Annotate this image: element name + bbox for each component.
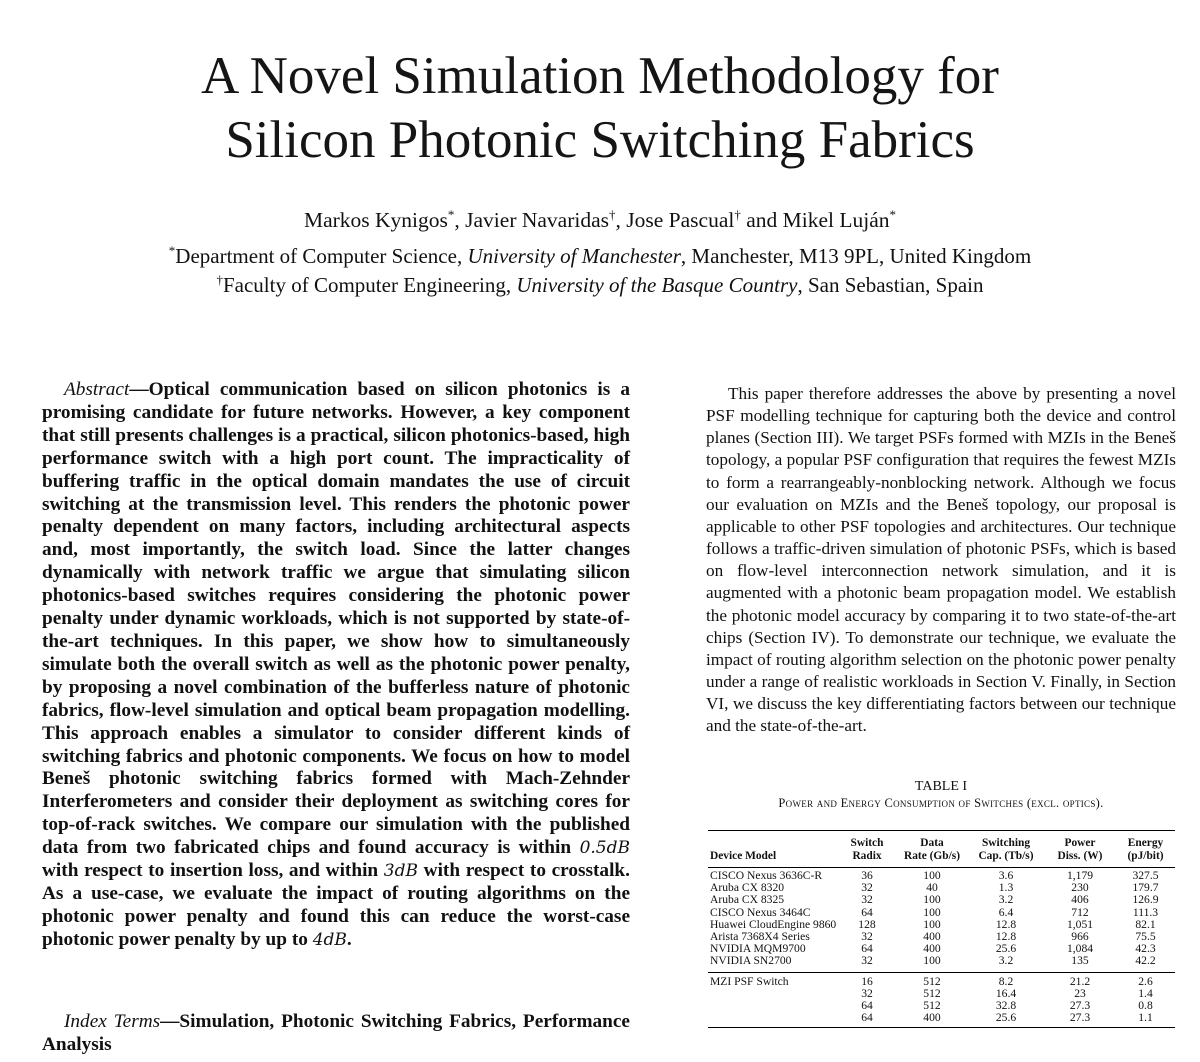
cell-radix: 16 <box>861 974 873 988</box>
table-caption: Power and Energy Consumption of Switches (excl. optics). <box>778 796 1104 810</box>
paper-title <box>0 44 1200 172</box>
cell-radix: 32 <box>861 930 873 944</box>
abstract-text: with respect to insertion loss, and within <box>42 860 384 882</box>
cell-data-rate: 512 <box>923 986 941 1000</box>
cell-data-rate: 100 <box>923 905 941 919</box>
cell-power: 27.3 <box>1069 1011 1091 1025</box>
commercial-switch-rows <box>708 868 1175 973</box>
cell-radix: 64 <box>861 1011 873 1025</box>
cell-switching-capacity: 3.6 <box>998 869 1014 882</box>
cell-switching-capacity: 6.4 <box>998 905 1014 919</box>
cell-energy: 179.7 <box>1132 881 1159 895</box>
affiliation-mark: * <box>168 243 176 258</box>
column-header-radix: Switch Radix <box>850 837 884 862</box>
author-list <box>0 206 1200 234</box>
cell-device-model: CISCO Nexus 3636C-R <box>710 869 823 882</box>
cell-switching-capacity: 25.6 <box>995 1011 1017 1025</box>
index-terms-label: Index Terms <box>64 1011 161 1032</box>
paper-title-line-1: A Novel Simulation Methodology for <box>201 47 999 105</box>
abstract <box>42 379 630 952</box>
cell-data-rate: 40 <box>926 881 938 895</box>
cell-radix: 32 <box>861 986 873 1000</box>
column-header-switching-capacity: Switching Cap. (Tb/s) <box>978 837 1034 862</box>
column-header-power: Power Diss. (W) <box>1057 837 1103 862</box>
cell-switching-capacity: 12.8 <box>995 930 1017 944</box>
affiliation-mark: * <box>889 207 897 222</box>
cell-energy: 82.1 <box>1135 917 1156 931</box>
cell-device-model <box>708 988 838 1000</box>
cell-radix: 32 <box>861 893 873 907</box>
affiliation-location: , San Sebastian, Spain <box>797 273 984 297</box>
cell-energy: 111.3 <box>1132 905 1159 919</box>
author-name: Markos Kynigos <box>303 208 448 232</box>
affiliation-basque <box>0 271 1200 299</box>
cell-power: 712 <box>1071 905 1089 919</box>
math-value: 3dB <box>383 861 418 882</box>
cell-data-rate: 512 <box>923 974 941 988</box>
cell-data-rate: 100 <box>923 893 941 907</box>
affiliation-manchester <box>0 242 1200 270</box>
cell-device-model <box>708 1012 838 1028</box>
affiliation-dept: Department of Computer Science, <box>175 244 468 268</box>
table-row <box>708 1012 1175 1028</box>
cell-switching-capacity: 12.8 <box>995 917 1017 931</box>
cell-energy: 126.9 <box>1132 893 1159 907</box>
cell-energy: 1.4 <box>1138 986 1153 1000</box>
cell-device-model <box>708 1000 838 1012</box>
affiliation-mark: * <box>447 207 455 222</box>
cell-data-rate: 100 <box>923 869 941 882</box>
intro-paragraph-text: This paper therefore addresses the above by presenting a novel PSF modelling technique for capturing both the device and control planes (Section III). We target PSFs formed with MZIs in the Beneš topology, a popular PSF configuration that requires the fewest MZIs to form a rearrangeably-nonblocking network. Although we focus our evaluation on MZIs and the Beneš topology, our proposal is applicable to other PSF topologies and architectures. Our technique follows a traffic-driven simulation of photonic PSFs, which is based on flow-level interconnection network simulation, and it is augmented with a photonic beam propagation model. We establish the photonic model accuracy by comparing it to two state-of-the-art chips (Section IV). To demonstrate our technique, we evaluate the impact of routing algorithm selection on the photonic power penalty under a range of realistic workloads in Section V. Finally, in Section VI, we discuss the key differentiating factors between our technique and the state-of-the-art. <box>706 384 1176 736</box>
cell-device-model: MZI PSF Switch <box>710 974 789 988</box>
cell-energy: 42.3 <box>1135 942 1156 956</box>
abstract-text: —Optical communication based on silicon photonics is a promising candidate for future networks. However, a key component that still presents challenges is a practical, silicon photonics-based, high performance switch with a high port count. The impracticality of buffering traffic in the optical domain mandates the use of circuit switching at the transmission level. This renders the photonic power penalty dependent on many factors, including architectural aspects and, most importantly, the switch load. Since the latter changes dynamically with network traffic we argue that simulating silicon photonics-based switches requires considering the photonic power penalty under dynamic workloads, which is not supported by state-of-the-art techniques. In this paper, we show how to simultaneously simulate both the overall switch as well as the photonic power penalty, by proposing a novel combination of the bufferless nature of photonic fabrics, flow-level simulation and optical beam propagation modelling. This approach enables a simulator to consider different kinds of switching fabrics and photonic components. We focus on how to model Beneš photonic switching fabrics formed with Mach-Zehnder Interferometers and consider their deployment as switching cores for top-of-rack switches. We compare our simulation with the published data from two fabricated chips and found accuracy is within <box>42 379 630 859</box>
cell-switching-capacity: 8.2 <box>998 974 1014 988</box>
cell-radix: 36 <box>861 869 873 882</box>
index-terms-text: —Simulation, Photonic Switching Fabrics, Performance Analysis <box>42 1011 630 1055</box>
abstract-label: Abstract <box>64 379 130 400</box>
cell-device-model: Aruba CX 8325 <box>710 893 785 907</box>
cell-switching-capacity: 25.6 <box>995 942 1017 956</box>
cell-power: 1,084 <box>1066 942 1094 956</box>
cell-radix: 128 <box>858 917 876 931</box>
table-header-row <box>708 831 1175 868</box>
paper-title-line-2: Silicon Photonic Switching Fabrics <box>225 111 975 169</box>
cell-energy: 0.8 <box>1138 999 1153 1013</box>
cell-radix: 64 <box>861 905 873 919</box>
affiliation-mark: † <box>216 272 223 287</box>
table-row <box>708 955 1175 972</box>
cell-switching-capacity: 3.2 <box>998 893 1014 907</box>
affiliation-dept: Faculty of Computer Engineering, <box>222 273 517 297</box>
table-row <box>708 988 1175 1000</box>
cell-power: 406 <box>1071 893 1089 907</box>
abstract-text: . <box>346 928 352 950</box>
cell-radix: 64 <box>861 942 873 956</box>
affiliation-mark: † <box>609 207 616 222</box>
cell-switching-capacity: 1.3 <box>998 881 1014 895</box>
cell-energy: 42.2 <box>1135 954 1156 968</box>
cell-power: 21.2 <box>1069 974 1091 988</box>
cell-power: 966 <box>1071 930 1089 944</box>
cell-device-model: NVIDIA SN2700 <box>710 954 792 968</box>
cell-device-model: NVIDIA MQM9700 <box>710 942 806 956</box>
switch-power-table <box>708 830 1175 1028</box>
table-row <box>708 868 1175 883</box>
cell-radix: 32 <box>861 881 873 895</box>
cell-power: 135 <box>1071 954 1089 968</box>
cell-data-rate: 512 <box>923 999 941 1013</box>
cell-data-rate: 400 <box>923 942 941 956</box>
cell-switching-capacity: 32.8 <box>995 999 1017 1013</box>
column-header-model: Device Model <box>710 849 777 862</box>
affiliation-location: , Manchester, M13 9PL, United Kingdom <box>680 244 1032 268</box>
cell-power: 23 <box>1074 986 1086 1000</box>
cell-energy: 1.1 <box>1138 1011 1153 1025</box>
affiliation-university: University of the Basque Country <box>516 273 798 297</box>
math-value: 0.5dB <box>579 838 630 859</box>
cell-energy: 75.5 <box>1135 930 1156 944</box>
cell-device-model: CISCO Nexus 3464C <box>710 905 811 919</box>
cell-power: 230 <box>1071 881 1089 895</box>
column-header-energy: Energy (pJ/bit) <box>1127 837 1164 862</box>
table-row <box>708 972 1175 988</box>
mzi-switch-rows <box>708 972 1175 1028</box>
affiliation-university: University of Manchester <box>467 244 681 268</box>
cell-data-rate: 400 <box>923 1011 941 1025</box>
cell-radix: 64 <box>861 999 873 1013</box>
cell-switching-capacity: 16.4 <box>995 986 1017 1000</box>
cell-device-model: Arista 7368X4 Series <box>710 930 810 944</box>
abstract-text: with respect to crosstalk. As a use-case, we evaluate the impact of routing algorithms on the photonic power penalty and found this can reduce the worst-case photonic power penalty by up to <box>42 860 630 950</box>
cell-energy: 327.5 <box>1132 869 1159 882</box>
table-row <box>708 1000 1175 1012</box>
affiliation-mark: † <box>734 207 741 222</box>
column-header-data-rate: Data Rate (Gb/s) <box>904 837 960 862</box>
cell-data-rate: 400 <box>923 930 941 944</box>
table-row <box>708 894 1175 906</box>
cell-switching-capacity: 3.2 <box>998 954 1014 968</box>
table-title: TABLE I <box>914 779 968 794</box>
table-row <box>708 907 1175 919</box>
cell-radix: 32 <box>861 954 873 968</box>
cell-power: 27.3 <box>1069 999 1091 1013</box>
cell-energy: 2.6 <box>1138 974 1153 988</box>
cell-power: 1,179 <box>1066 869 1094 882</box>
author-name: and Mikel Luján <box>740 208 890 232</box>
math-value: 4dB <box>312 929 347 950</box>
cell-device-model: Huawei CloudEngine 9860 <box>710 917 837 931</box>
cell-device-model: Aruba CX 8320 <box>710 881 785 895</box>
author-name: , Javier Navaridas <box>454 208 610 232</box>
index-terms <box>42 1011 630 1057</box>
cell-power: 1,051 <box>1066 917 1094 931</box>
author-name: , Jose Pascual <box>615 208 735 232</box>
cell-data-rate: 100 <box>923 917 941 931</box>
intro-paragraph <box>706 383 1176 738</box>
cell-data-rate: 100 <box>923 954 941 968</box>
